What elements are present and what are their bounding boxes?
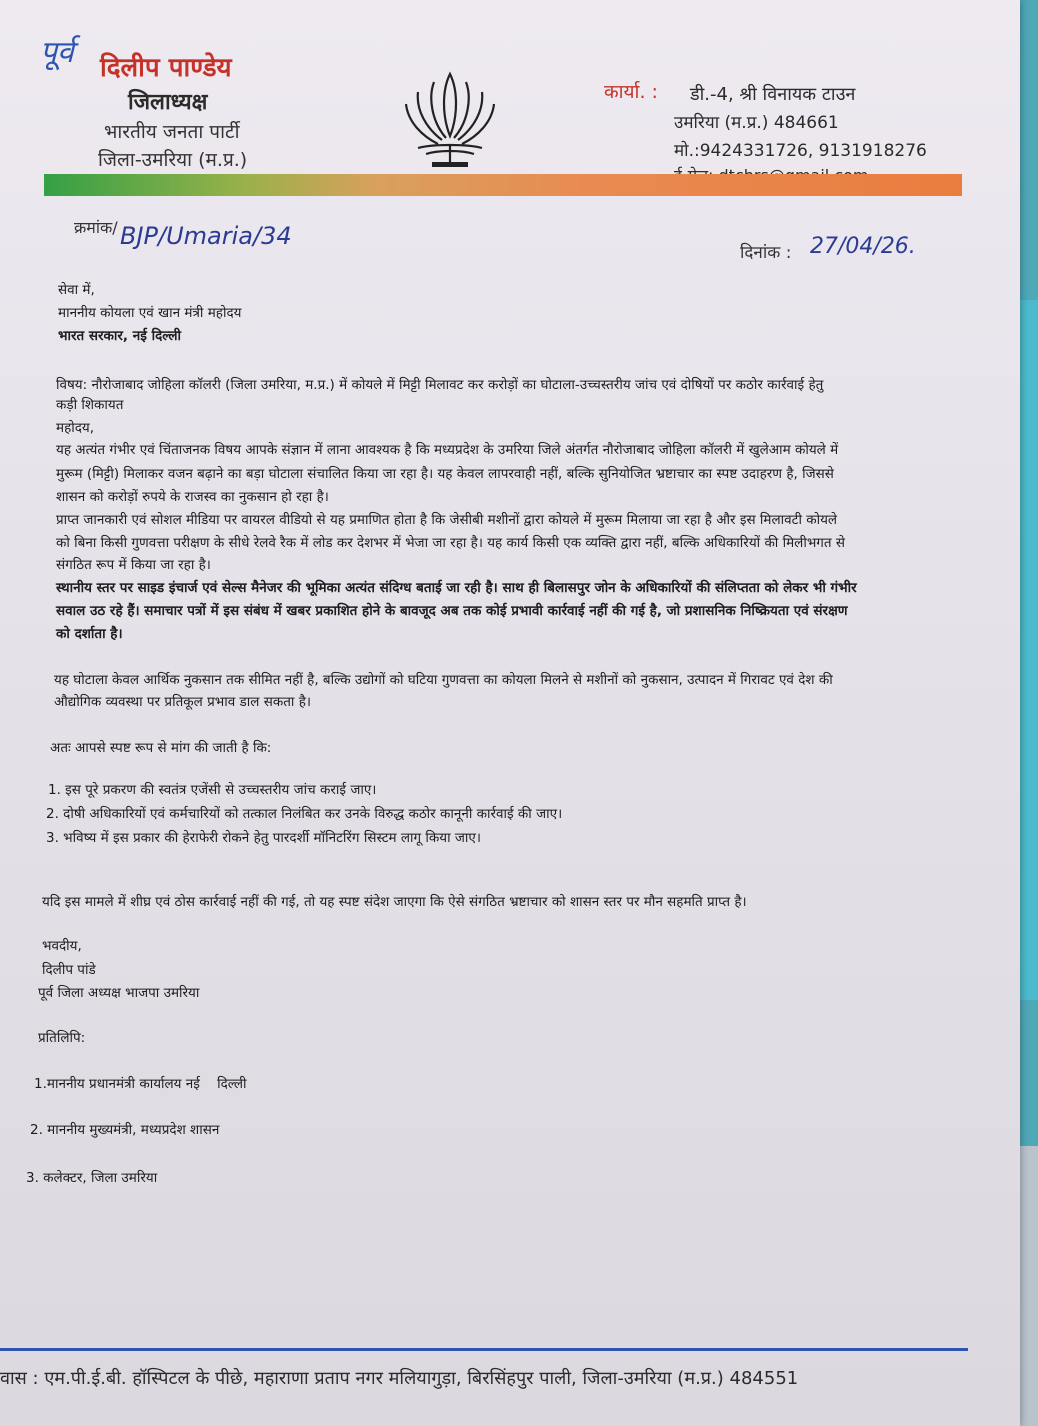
phone-numbers: मो.:9424331726, 9131918276 bbox=[674, 141, 927, 161]
letterhead-post: जिलाध्यक्ष bbox=[128, 90, 208, 115]
date-label: दिनांक : bbox=[740, 243, 792, 263]
recipient-line3: भारत सरकार, नई दिल्ली bbox=[58, 328, 181, 344]
letterhead-party: भारतीय जनता पार्टी bbox=[104, 121, 240, 143]
letterhead-stripe bbox=[44, 174, 962, 196]
recipient-line1: सेवा में, bbox=[58, 282, 95, 298]
para2-line1: प्राप्त जानकारी एवं सोशल मीडिया पर वायरल वीडियो से यह प्रमाणित होता है कि जेसीबी मशीनों द्वारा कोयले में मुरूम मिलाया जा रहा है और इस मिलावटी कोयले bbox=[56, 512, 838, 528]
reference-number: BJP/Umaria/34 bbox=[120, 222, 292, 250]
para3-line2: सवाल उठ रहे हैं। समाचार पत्रों में इस संबंध में खबर प्रकाशित होने के बावजूद अब तक कोई प्रभावी कार्रवाई नहीं की गई है, जो प्रशासनिक निष्क्रियता एवं संरक्षण bbox=[56, 603, 848, 619]
para1-line2: मुरूम (मिट्टी) मिलाकर वजन बढ़ाने का बड़ा घोटाला संचालित किया जा रहा है। यह केवल लापरवाही नहीं, बल्कि सुनियोजित भ्रष्टाचार का स्पष्ट उदाहरण है, जिससे bbox=[56, 466, 834, 482]
copy-item-3: 3. कलेक्टर, जिला उमरिया bbox=[26, 1170, 158, 1186]
para2-line3: संगठित रूप में किया जा रहा है। bbox=[56, 557, 211, 573]
lotus-logo-icon bbox=[398, 66, 502, 176]
demand-item-2: 2. दोषी अधिकारियों एवं कर्मचारियों को तत्काल निलंबित कर उनके विरुद्ध कठोर कानूनी कार्रवाई की जाए। bbox=[46, 806, 563, 822]
residence-address: वास : एम.पी.ई.बी. हॉस्पिटल के पीछे, महाराणा प्रताप नगर मलियागुड़ा, बिरसिंहपुर पाली, जिला-उमरिया (म.प्र.) 484551 bbox=[0, 1368, 799, 1389]
copy-item-2: 2. माननीय मुख्यमंत्री, मध्यप्रदेश शासन bbox=[30, 1122, 220, 1138]
recipient-line2: माननीय कोयला एवं खान मंत्री महोदय bbox=[58, 305, 242, 321]
office-label: कार्या. : bbox=[604, 81, 658, 103]
letterhead-name: दिलीप पाण्डेय bbox=[100, 53, 232, 83]
closing: भवदीय, bbox=[42, 938, 82, 954]
signatory-name: दिलीप पांडे bbox=[42, 962, 96, 978]
footer-rule bbox=[0, 1348, 968, 1351]
letterhead-district: जिला-उमरिया (म.प्र.) bbox=[98, 149, 248, 171]
demand-intro: अतः आपसे स्पष्ट रूप से मांग की जाती है कि: bbox=[50, 740, 272, 756]
purv-handwritten: पूर्व bbox=[40, 35, 74, 70]
demand-item-3: 3. भविष्य में इस प्रकार की हेराफेरी रोकने हेतु पारदर्शी मॉनिटरिंग सिस्टम लागू किया जाए। bbox=[46, 830, 481, 846]
signatory-title: पूर्व जिला अध्यक्ष भाजपा उमरिया bbox=[38, 985, 200, 1001]
para1-line1: यह अत्यंत गंभीर एवं चिंताजनक विषय आपके संज्ञान में लाना आवश्यक है कि मध्यप्रदेश के उमरिया जिले अंतर्गत नौरोजाबाद जोहिला कॉलरी में खुलेआम कोयले में bbox=[56, 442, 839, 458]
para3-line1: स्थानीय स्तर पर साइड इंचार्ज एवं सेल्स मैनेजर की भूमिका अत्यंत संदिग्ध बताई जा रही है। साथ ही बिलासपुर जोन के अधिकारियों की संलिप्तता को लेकर भी गंभीर bbox=[56, 580, 857, 596]
reference-label: क्रमांक/ bbox=[74, 218, 118, 237]
copy-item-1: 1.माननीय प्रधानमंत्री कार्यालय नई दिल्ली bbox=[34, 1076, 247, 1092]
para1-line3: शासन को करोड़ों रुपये के राजस्व का नुकसान हो रहा है। bbox=[56, 489, 329, 505]
copies-label: प्रतिलिपि: bbox=[38, 1030, 86, 1046]
para4-line1: यह घोटाला केवल आर्थिक नुकसान तक सीमित नहीं है, बल्कि उद्योगों को घटिया गुणवत्ता का कोयला मिलने से मशीनों को नुकसान, उत्पादन में गिरावट एवं देश की bbox=[54, 672, 833, 688]
subject-line2: कड़ी शिकायत bbox=[56, 397, 124, 413]
para2-line2: को बिना किसी गुणवत्ता परीक्षण के सीधे रेलवे रैक में लोड कर देशभर में भेजा जा रहा है। यह कार्य किसी एक व्यक्ति द्वारा नहीं, बल्कि अधिकारियों की मिलीभगत से bbox=[56, 535, 846, 551]
date-value: 27/04/26. bbox=[810, 234, 916, 259]
warning-statement: यदि इस मामले में शीघ्र एवं ठोस कार्रवाई नहीं की गई, तो यह स्पष्ट संदेश जाएगा कि ऐसे संगठित भ्रष्टाचार को शासन स्तर पर मौन सहमति प्राप्त है। bbox=[42, 894, 747, 910]
demand-item-1: 1. इस पूरे प्रकरण की स्वतंत्र एजेंसी से उच्चस्तरीय जांच कराई जाए। bbox=[48, 782, 377, 798]
para4-line2: औद्योगिक व्यवस्था पर प्रतिकूल प्रभाव डाल सकता है। bbox=[54, 694, 311, 710]
office-address-line2: उमरिया (म.प्र.) 484661 bbox=[674, 113, 839, 133]
office-address-line1: डी.-4, श्री विनायक टाउन bbox=[690, 84, 856, 105]
subject-line1: विषय: नौरोजाबाद जोहिला कॉलरी (जिला उमरिया, म.प्र.) में कोयले में मिट्टी मिलावट कर करोड़ों का घोटाला-उच्चस्तरीय जांच एवं दोषियों पर कठोर कार्रवाई हेतु bbox=[56, 377, 824, 393]
para3-line3: को दर्शाता है। bbox=[56, 626, 123, 642]
salutation: महोदय, bbox=[56, 420, 95, 436]
